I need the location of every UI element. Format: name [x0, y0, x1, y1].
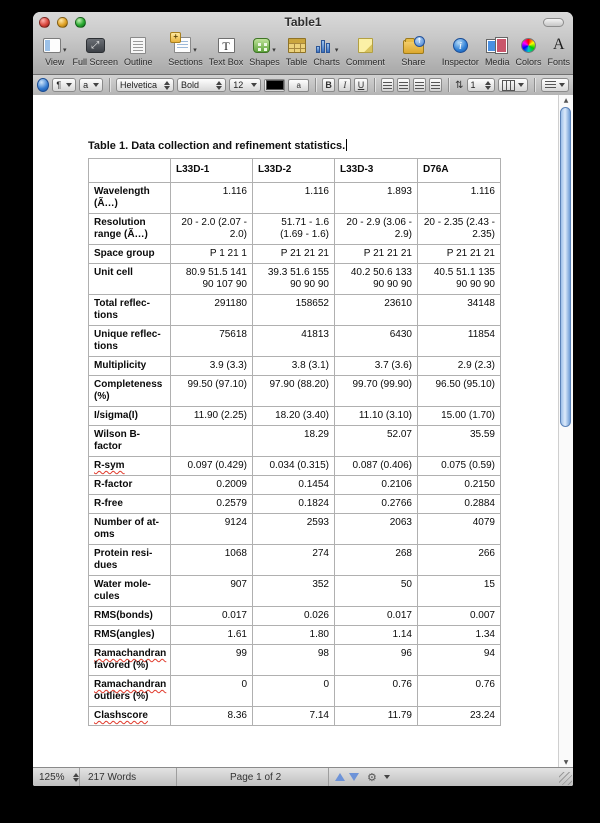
- table-cell[interactable]: 0.026: [253, 607, 335, 626]
- shapes-button[interactable]: ▾ Shapes: [249, 34, 280, 67]
- color-wheel-icon: [521, 38, 536, 53]
- window-chrome: [33, 12, 573, 75]
- table-row: [89, 514, 501, 545]
- row-label-text: R-free: [94, 498, 123, 509]
- table-cell[interactable]: 291180: [171, 295, 253, 326]
- chevron-down-icon: [559, 83, 565, 87]
- table-cell[interactable]: 75618: [171, 326, 253, 357]
- table-cell[interactable]: 23.24: [418, 707, 501, 726]
- header-row: [89, 159, 501, 183]
- table-cell[interactable]: 0.2150: [418, 476, 501, 495]
- table-cell[interactable]: 268: [335, 545, 418, 576]
- table-cell[interactable]: 34148: [418, 295, 501, 326]
- table-cell[interactable]: 3.8 (3.1): [253, 357, 335, 376]
- table-cell[interactable]: 0.017: [335, 607, 418, 626]
- table-cell[interactable]: 0.2579: [171, 495, 253, 514]
- table-cell[interactable]: 18.29: [253, 426, 335, 457]
- table-cell[interactable]: 20 - 2.9 (3.06 - 2.9): [335, 214, 418, 245]
- table-cell[interactable]: 0: [253, 676, 335, 707]
- media-icon: [487, 38, 507, 53]
- scrollbar-thumb[interactable]: [560, 107, 571, 427]
- columns-icon: [502, 80, 515, 91]
- table-cell[interactable]: 51.71 - 1.6 (1.69 - 1.6): [253, 214, 335, 245]
- table-cell[interactable]: 0.007: [418, 607, 501, 626]
- table-cell[interactable]: 0.2106: [335, 476, 418, 495]
- table-button[interactable]: Table: [286, 34, 308, 67]
- line-spacing-icon: ⇅: [455, 79, 464, 91]
- table-cell[interactable]: 274: [253, 545, 335, 576]
- page-indicator[interactable]: Page 1 of 2: [230, 771, 282, 783]
- row-label-cell[interactable]: [89, 245, 171, 264]
- table-cell[interactable]: 4079: [418, 514, 501, 545]
- row-label-text: (%): [94, 391, 110, 402]
- separator: [315, 78, 316, 92]
- table-row: [89, 476, 501, 495]
- outline-icon: [130, 37, 146, 54]
- row-label-text: RMS(bonds): [94, 610, 153, 621]
- table-cell[interactable]: 11.90 (2.25): [171, 407, 253, 426]
- align-left-icon: [383, 82, 392, 89]
- italic-button[interactable]: I: [338, 78, 351, 92]
- column-header[interactable]: L33D-3: [335, 159, 418, 183]
- table-row: [89, 357, 501, 376]
- table-cell[interactable]: 20 - 2.0 (2.07 - 2.0): [171, 214, 253, 245]
- row-label-text: R-sym: [94, 460, 125, 471]
- row-label-text: dues: [94, 560, 118, 571]
- gear-icon[interactable]: ⚙: [367, 770, 377, 784]
- row-label-cell[interactable]: [89, 357, 171, 376]
- text-box-button[interactable]: T Text Box: [208, 38, 244, 67]
- chevron-down-icon: ▾: [272, 47, 276, 54]
- table-cell[interactable]: 96: [335, 645, 418, 676]
- line-spacing-field[interactable]: 1: [467, 78, 496, 92]
- table-cell[interactable]: 0.017: [171, 607, 253, 626]
- toolbar: [33, 33, 573, 74]
- full-screen-button[interactable]: ⤢ Full Screen: [72, 39, 119, 67]
- color-chip: [266, 80, 284, 90]
- row-label-text: favored (%): [94, 660, 149, 671]
- table-cell[interactable]: 0.097 (0.429): [171, 457, 253, 476]
- separator: [374, 78, 375, 92]
- table-cell[interactable]: 6430: [335, 326, 418, 357]
- table-cell[interactable]: P 1 21 1: [171, 245, 253, 264]
- row-label-text: Unit cell: [94, 267, 133, 278]
- column-header[interactable]: D76A: [418, 159, 501, 183]
- row-label-text: I/sigma(I): [94, 410, 138, 421]
- sections-button[interactable]: + ▾ Sections: [168, 34, 203, 67]
- align-right-button[interactable]: [413, 78, 426, 92]
- charts-button[interactable]: ▾ Charts: [313, 34, 340, 67]
- row-label-text: Water mole-: [94, 579, 151, 590]
- table-cell[interactable]: 9124: [171, 514, 253, 545]
- paragraph-style-dropdown[interactable]: ¶: [52, 78, 76, 92]
- next-page-button[interactable]: [349, 773, 359, 781]
- table-cell[interactable]: 1.116: [418, 183, 501, 214]
- chevron-down-icon: [518, 83, 524, 87]
- underline-button[interactable]: U: [354, 78, 367, 92]
- align-justify-icon: [431, 82, 440, 89]
- format-bar: [33, 75, 573, 96]
- row-label-text: Ramachandran: [94, 679, 167, 690]
- media-button[interactable]: Media: [485, 34, 510, 67]
- share-button[interactable]: ↑ Share: [401, 34, 425, 67]
- table-cell[interactable]: 1.116: [253, 183, 335, 214]
- table-cell[interactable]: 35.59: [418, 426, 501, 457]
- row-label-text: (Ã…): [94, 198, 118, 209]
- table-cell[interactable]: 907: [171, 576, 253, 607]
- table-cell[interactable]: 18.20 (3.40): [253, 407, 335, 426]
- row-label-cell[interactable]: [89, 626, 171, 645]
- font-family-select[interactable]: Helvetica: [116, 78, 174, 92]
- table-row: [89, 645, 501, 676]
- columns-dropdown[interactable]: [498, 78, 528, 92]
- chevron-down-icon: ▾: [63, 47, 67, 54]
- table-cell[interactable]: 0.2009: [171, 476, 253, 495]
- row-label-text: Ramachandran: [94, 648, 167, 659]
- table-cell[interactable]: 0.1824: [253, 495, 335, 514]
- row-label-text: Wavelength: [94, 186, 150, 197]
- separator: [448, 78, 449, 92]
- table-cell[interactable]: 11.10 (3.10): [335, 407, 418, 426]
- zoom-control[interactable]: [33, 772, 79, 783]
- table-row: [89, 676, 501, 707]
- list-style-dropdown[interactable]: [541, 78, 569, 92]
- table-cell[interactable]: 41813: [253, 326, 335, 357]
- row-label-cell[interactable]: [89, 676, 171, 707]
- font-size-select[interactable]: 12: [229, 78, 261, 92]
- table-cell[interactable]: 40.5 51.1 135 90 90 90: [418, 264, 501, 295]
- bold-button[interactable]: B: [322, 78, 335, 92]
- table-icon: [288, 38, 306, 53]
- document-page[interactable]: [33, 95, 558, 768]
- row-label-cell[interactable]: [89, 183, 171, 214]
- table-cell[interactable]: 1.116: [171, 183, 253, 214]
- table-cell[interactable]: 20 - 2.35 (2.43 - 2.35): [418, 214, 501, 245]
- row-label-text: Space group: [94, 248, 155, 259]
- inspector-button[interactable]: i Inspector: [441, 39, 479, 67]
- resize-grip[interactable]: [559, 772, 572, 785]
- row-label-text: tions: [94, 341, 118, 352]
- table-cell[interactable]: 8.36: [171, 707, 253, 726]
- table-cell[interactable]: 2593: [253, 514, 335, 545]
- row-label-text: Multiplicity: [94, 360, 147, 371]
- table-cell[interactable]: 97.90 (88.20): [253, 376, 335, 407]
- title-bar[interactable]: [33, 12, 573, 33]
- text-box-icon: T: [218, 38, 235, 53]
- table-cell[interactable]: 1.34: [418, 626, 501, 645]
- table-cell[interactable]: 23610: [335, 295, 418, 326]
- table-cell[interactable]: 2063: [335, 514, 418, 545]
- table-cell[interactable]: 1.893: [335, 183, 418, 214]
- row-label-text: oms: [94, 529, 115, 540]
- chevron-down-icon: [251, 83, 257, 87]
- table-cell[interactable]: 0.034 (0.315): [253, 457, 335, 476]
- outline-button[interactable]: Outline: [124, 34, 153, 67]
- table-cell[interactable]: 0.76: [335, 676, 418, 707]
- row-label-text: Resolution: [94, 217, 146, 228]
- separator: [534, 78, 535, 92]
- row-label-cell[interactable]: [89, 326, 171, 357]
- row-label-cell[interactable]: [89, 545, 171, 576]
- stats-table[interactable]: [88, 158, 501, 726]
- table-cell[interactable]: 7.14: [253, 707, 335, 726]
- row-label-cell[interactable]: [89, 295, 171, 326]
- row-label-text: cules: [94, 591, 120, 602]
- table-cell[interactable]: 0.2884: [418, 495, 501, 514]
- column-header[interactable]: [89, 159, 171, 183]
- column-header[interactable]: L33D-1: [171, 159, 253, 183]
- paragraph-style-icon[interactable]: [37, 78, 49, 92]
- table-cell[interactable]: 15.00 (1.70): [418, 407, 501, 426]
- comment-button[interactable]: Comment: [346, 34, 385, 67]
- table-row: [89, 407, 501, 426]
- row-label-cell[interactable]: [89, 264, 171, 295]
- table-cell[interactable]: 11.79: [335, 707, 418, 726]
- chevron-down-icon: ▾: [334, 47, 339, 54]
- table-row: [89, 326, 501, 357]
- table-row: [89, 295, 501, 326]
- shapes-icon: [253, 38, 270, 53]
- character-style-dropdown[interactable]: a: [79, 78, 103, 92]
- highlight-color-well[interactable]: a: [288, 79, 309, 92]
- pages-window: [33, 12, 573, 786]
- table-cell[interactable]: P 21 21 21: [335, 245, 418, 264]
- charts-icon: [315, 38, 333, 53]
- table-cell[interactable]: 96.50 (95.10): [418, 376, 501, 407]
- table-cell[interactable]: 52.07: [335, 426, 418, 457]
- row-label-text: RMS(angles): [94, 629, 155, 640]
- table-row: [89, 607, 501, 626]
- table-cell[interactable]: 94: [418, 645, 501, 676]
- row-label-text: Unique reflec-: [94, 329, 161, 340]
- row-label-text: range (Ã…): [94, 229, 148, 240]
- table-row: [89, 183, 501, 214]
- document-title[interactable]: Table 1. Data collection and refinement statistics.: [88, 140, 346, 152]
- row-label-text: Clashscore: [94, 710, 148, 721]
- row-label-text: Wilson B-: [94, 429, 141, 440]
- separator: [176, 768, 177, 786]
- table-cell[interactable]: 99.70 (99.90): [335, 376, 418, 407]
- row-label-text: R-factor: [94, 479, 133, 490]
- table-cell[interactable]: 0.087 (0.406): [335, 457, 418, 476]
- row-label-text: Number of at-: [94, 517, 159, 528]
- align-center-button[interactable]: [397, 78, 410, 92]
- chevron-down-icon: [384, 775, 390, 779]
- table-row: [89, 576, 501, 607]
- row-label-text: Total reflec-: [94, 298, 150, 309]
- align-right-icon: [415, 82, 424, 89]
- table-cell[interactable]: 158652: [253, 295, 335, 326]
- stepper-icon: [164, 81, 170, 90]
- align-center-icon: [399, 82, 408, 89]
- scroll-up-icon[interactable]: ▲: [563, 97, 569, 104]
- row-label-cell[interactable]: [89, 476, 171, 495]
- word-count: 217 Words: [88, 771, 137, 783]
- toolbar-toggle-pill[interactable]: [543, 18, 564, 27]
- align-left-button[interactable]: [381, 78, 394, 92]
- text-color-well[interactable]: [264, 79, 285, 92]
- stepper-icon: [485, 81, 491, 90]
- table-cell[interactable]: 50: [335, 576, 418, 607]
- window-title: Table1: [284, 15, 322, 29]
- table-cell[interactable]: 1068: [171, 545, 253, 576]
- list-icon: [545, 81, 556, 89]
- chevron-down-icon: [93, 83, 99, 87]
- row-label-text: factor: [94, 441, 122, 452]
- scroll-down-icon[interactable]: ▼: [563, 759, 569, 766]
- sections-icon: [174, 37, 191, 53]
- table-cell[interactable]: 0: [171, 676, 253, 707]
- table-cell[interactable]: [171, 426, 253, 457]
- row-label-cell[interactable]: [89, 407, 171, 426]
- table-cell[interactable]: 98: [253, 645, 335, 676]
- table-row: [89, 376, 501, 407]
- fonts-button[interactable]: A Fonts: [547, 36, 570, 67]
- row-label-text: tions: [94, 310, 118, 321]
- table-cell[interactable]: 15: [418, 576, 501, 607]
- typeface-select[interactable]: Bold: [177, 78, 226, 92]
- row-label-text: Protein resi-: [94, 548, 153, 559]
- table-row: [89, 245, 501, 264]
- table-row: [89, 707, 501, 726]
- table-row: [89, 457, 501, 476]
- column-header[interactable]: L33D-2: [253, 159, 335, 183]
- view-label: View: [45, 57, 65, 67]
- row-label-cell[interactable]: [89, 214, 171, 245]
- table-cell[interactable]: 1.14: [335, 626, 418, 645]
- table-cell[interactable]: P 21 21 21: [253, 245, 335, 264]
- table-cell[interactable]: 3.7 (3.6): [335, 357, 418, 376]
- row-label-cell[interactable]: [89, 426, 171, 457]
- table-row: [89, 214, 501, 245]
- table-row: [89, 426, 501, 457]
- table-row: [89, 264, 501, 295]
- row-label-cell[interactable]: [89, 457, 171, 476]
- row-label-text: outliers (%): [94, 691, 149, 702]
- table-cell[interactable]: 266: [418, 545, 501, 576]
- full-screen-icon: ⤢: [86, 38, 105, 53]
- chevron-down-icon: ▾: [193, 47, 197, 54]
- table-cell[interactable]: 0.76: [418, 676, 501, 707]
- colors-button[interactable]: Colors: [515, 34, 541, 67]
- row-label-cell[interactable]: [89, 514, 171, 545]
- stepper-icon: [216, 81, 222, 90]
- separator: [109, 78, 110, 92]
- table-cell[interactable]: 11854: [418, 326, 501, 357]
- table-cell[interactable]: 99.50 (97.10): [171, 376, 253, 407]
- table-cell[interactable]: 1.80: [253, 626, 335, 645]
- row-label-text: Completeness: [94, 379, 163, 390]
- table-cell[interactable]: 99: [171, 645, 253, 676]
- comment-icon: [358, 38, 373, 53]
- text-cursor: [346, 139, 347, 151]
- document-area: [33, 95, 573, 768]
- chevron-down-icon: [66, 83, 72, 87]
- table-row: [89, 545, 501, 576]
- status-bar: [33, 767, 573, 786]
- view-button[interactable]: [43, 34, 67, 67]
- table-cell[interactable]: 3.9 (3.3): [171, 357, 253, 376]
- previous-page-button[interactable]: [335, 773, 345, 781]
- align-justify-button[interactable]: [429, 78, 442, 92]
- share-icon: [403, 40, 424, 54]
- table-cell[interactable]: 2.9 (2.3): [418, 357, 501, 376]
- row-label-cell[interactable]: [89, 376, 171, 407]
- table-cell[interactable]: 352: [253, 576, 335, 607]
- table-cell[interactable]: P 21 21 21: [418, 245, 501, 264]
- table-row: [89, 626, 501, 645]
- fonts-icon: A: [552, 36, 565, 53]
- table-cell[interactable]: 0.075 (0.59): [418, 457, 501, 476]
- table-cell[interactable]: 1.61: [171, 626, 253, 645]
- table-cell[interactable]: 0.1454: [253, 476, 335, 495]
- view-icon: [43, 38, 61, 53]
- table-row: [89, 495, 501, 514]
- row-label-cell[interactable]: [89, 576, 171, 607]
- table-cell[interactable]: 39.3 51.6 155 90 90 90: [253, 264, 335, 295]
- inspector-icon: i: [453, 38, 468, 53]
- vertical-scrollbar[interactable]: [558, 95, 573, 768]
- row-label-cell[interactable]: [89, 645, 171, 676]
- table-cell[interactable]: 0.2766: [335, 495, 418, 514]
- zoom-level: 125%: [39, 771, 65, 783]
- row-label-cell[interactable]: [89, 495, 171, 514]
- stepper-icon: [73, 773, 79, 782]
- row-label-cell[interactable]: [89, 607, 171, 626]
- table-cell[interactable]: 80.9 51.5 141 90 107 90: [171, 264, 253, 295]
- table-cell[interactable]: 40.2 50.6 133 90 90 90: [335, 264, 418, 295]
- row-label-cell[interactable]: [89, 707, 171, 726]
